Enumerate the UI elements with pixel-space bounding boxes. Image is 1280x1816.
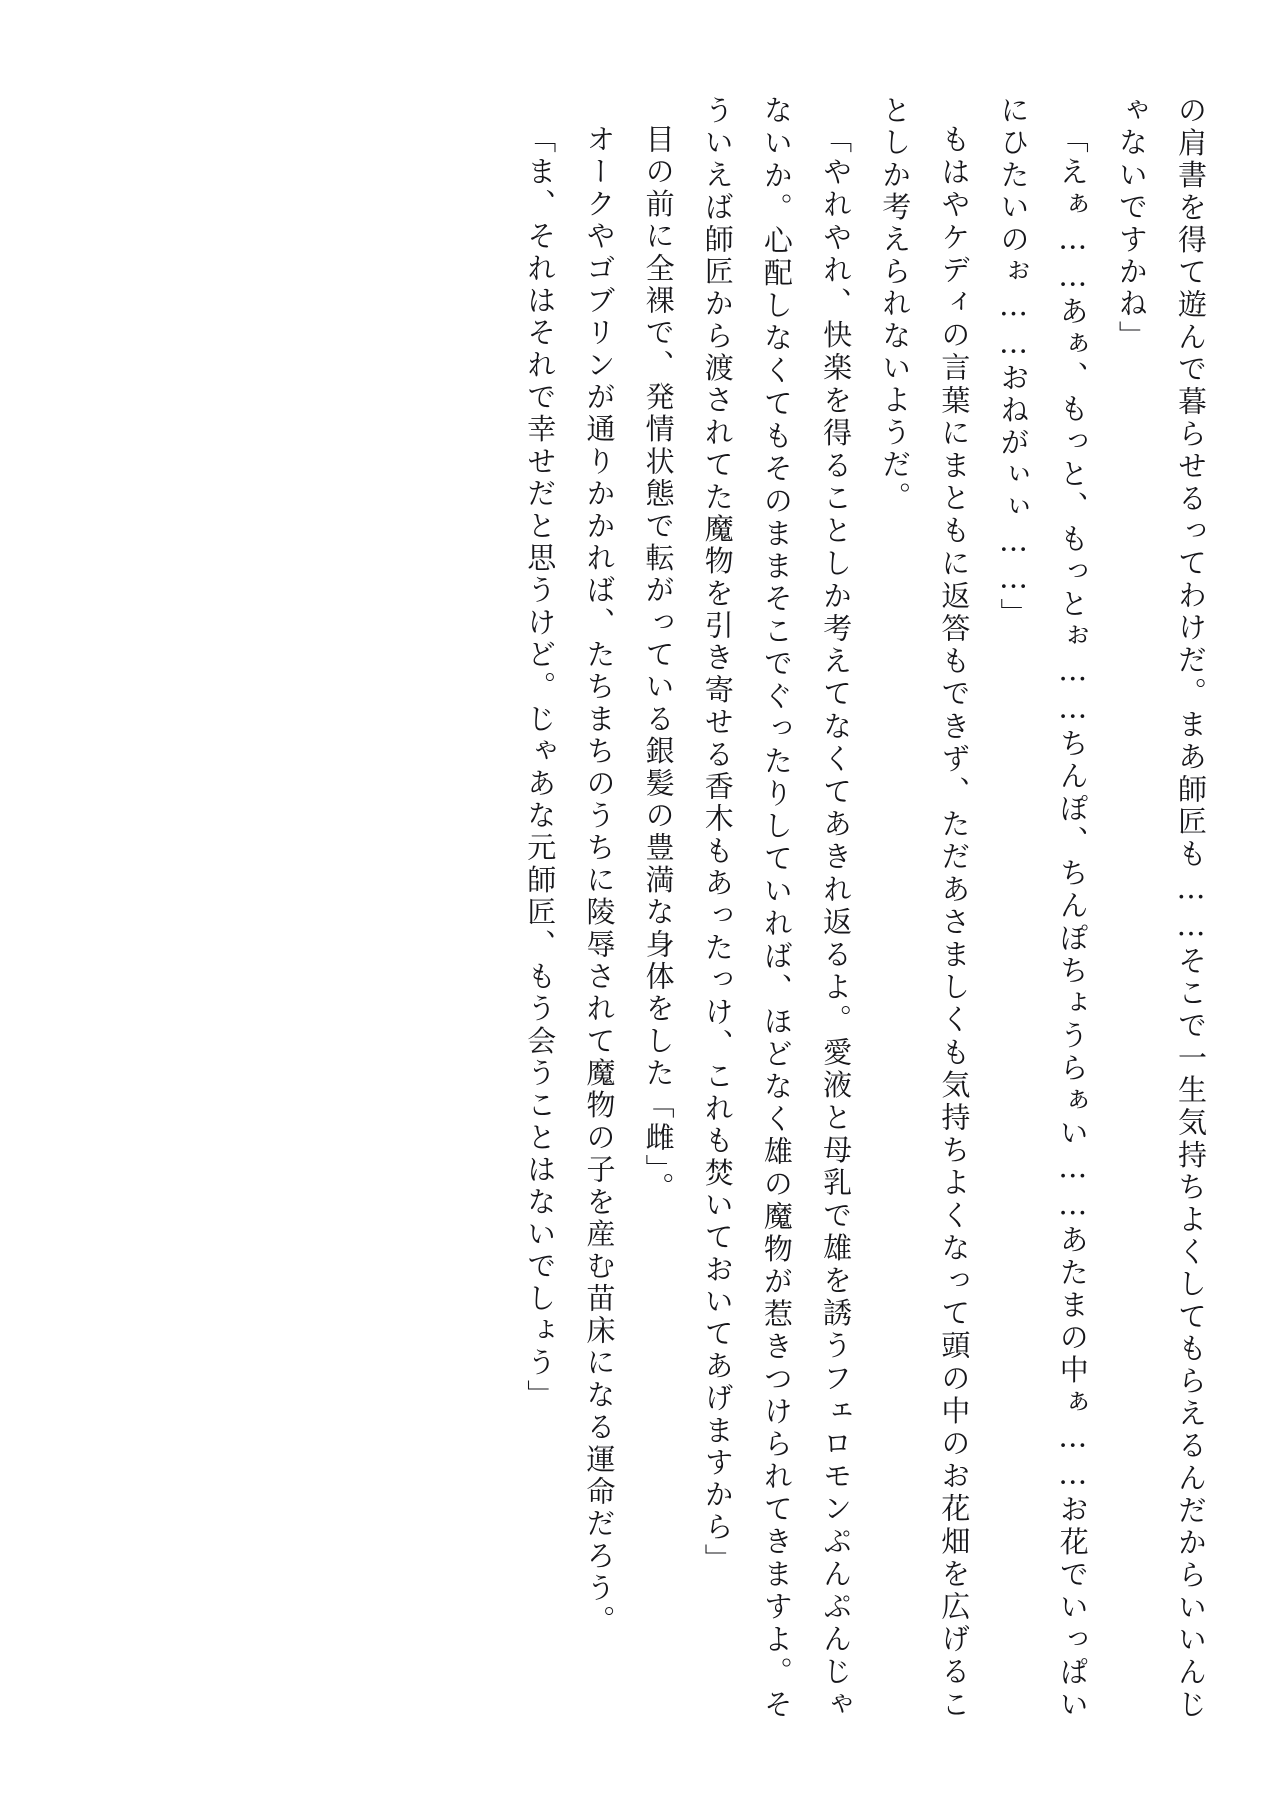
paragraph: もはやケディの言葉にまともに返答もできず、ただあさましくも気持ちよくなって頭の中のお花畑を広げることしか考えられないようだ。 — [878, 95, 972, 1721]
paragraph: 目の前に全裸で、発情状態で転がっている銀髪の豊満な身体をした「雌」。 — [641, 124, 676, 1204]
paragraph: 「えぁ……あぁ、もっと、もっとぉ……ちんぽ、ちんぽちょうらぁい……あたまの中ぁ……お花でいっぱいにひたいのぉ……おねがぃぃ……」 — [996, 95, 1090, 1721]
vertical-text-body — [60, 95, 1220, 1721]
paragraph: オークやゴブリンが通りかかれば、たちまちのうちに陵辱されて魔物の子を産む苗床になる運命だろう。 — [582, 124, 617, 1637]
paragraph: 「ま、それはそれで幸せだと思うけど。じゃあな元師匠、もう会うことはないでしょう」 — [523, 124, 558, 1412]
paragraph: の肩書を得て遊んで暮らせるってわけだ。まあ師匠も……そこで一生気持ちよくしてもらえるんだからいいんじゃないですかね」 — [1114, 95, 1208, 1721]
paragraph: 「やれやれ、快楽を得ることしか考えてなくてあきれ返るよ。愛液と母乳で雄を誘うフェロモンぷんぷんじゃないか。心配しなくてもそのままそこでぐったりしていれば、ほどなく雄の魔物が惹きつけられてきますよ。そういえば師匠から渡されてた魔物を引き寄せる香木もあったっけ、これも焚いておいてあげますから」 — [700, 95, 854, 1721]
